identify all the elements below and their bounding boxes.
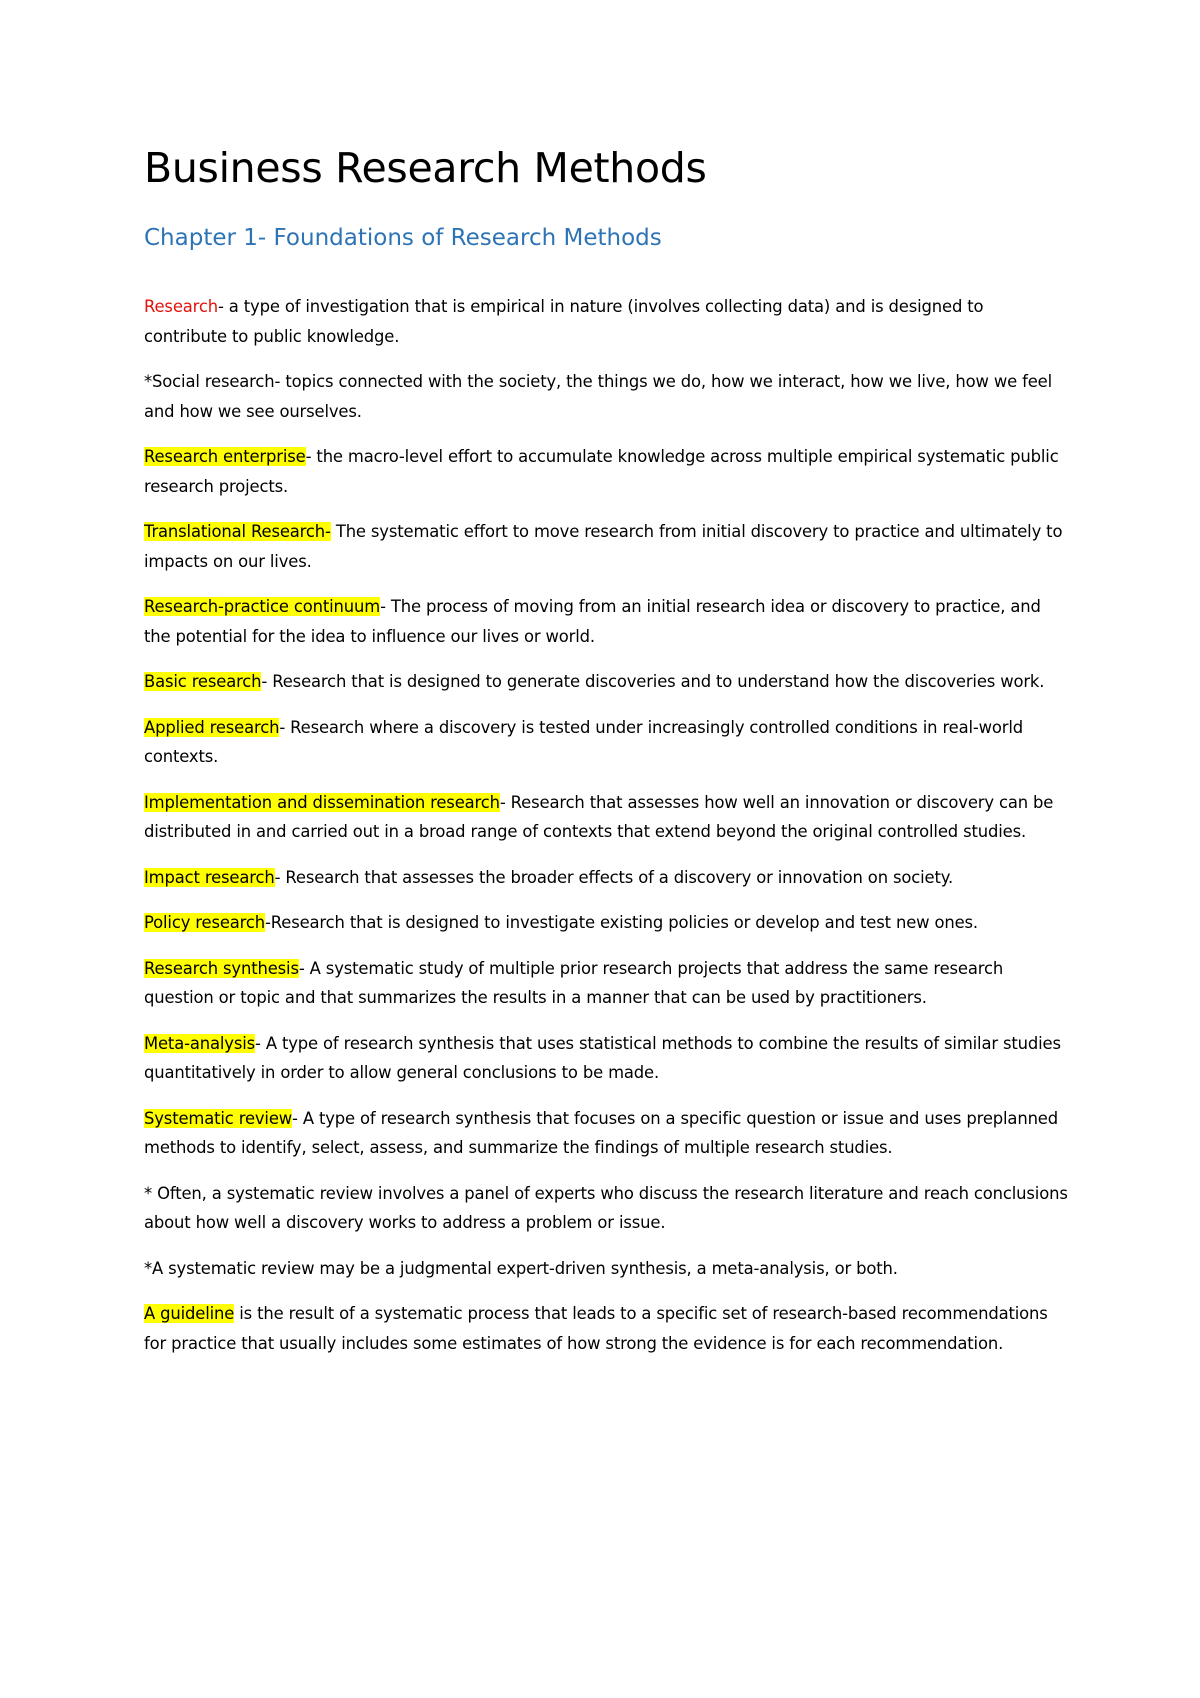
note-paragraph (144, 1179, 1070, 1238)
definition-paragraph (144, 1299, 1070, 1358)
highlighted-term: Meta-analysis (144, 1033, 256, 1053)
term: Research (144, 297, 218, 316)
definition-text: -Research that is designed to investigate existing policies or develop and test new ones. (265, 913, 978, 932)
definition-text: - Research where a discovery is tested under increasingly controlled conditions in real-world contexts. (144, 717, 1024, 766)
highlighted-term: Translational Research- (144, 522, 331, 541)
definition-paragraph (144, 863, 1070, 893)
highlighted-term: A guideline (144, 1304, 235, 1323)
definition-paragraph (144, 713, 1070, 772)
definition-paragraph (144, 954, 1070, 1013)
highlighted-term: Impact research (144, 867, 275, 887)
definition-paragraph (144, 1104, 1070, 1163)
definition-text: is the result of a systematic process that leads to a specific set of research-based recommendations for practice that usually includes some estimates of how strong the evidence is for each recommendation. (144, 1304, 1048, 1353)
page-title: Business Research Methods (144, 144, 707, 192)
note-paragraph (144, 1254, 1070, 1284)
highlighted-term: Systematic review (144, 1108, 293, 1128)
definition-paragraph (144, 908, 1070, 938)
definition-text: - The process of moving from an initial research idea or discovery to practice, and the potential for the idea to influence our lives or world. (144, 597, 1041, 646)
definition-paragraph (144, 1029, 1070, 1088)
definition-text: - A type of research synthesis that focuses on a specific question or issue and uses preplanned methods to identify, select, assess, and summarize the findings of multiple research studies. (144, 1108, 1058, 1157)
definition-text: The systematic effort to move research from initial discovery to practice and ultimately to impacts on our lives. (144, 522, 1063, 571)
definition-text: - A systematic study of multiple prior research projects that address the same research question or topic and that summarizes the results in a manner that can be used by practitioners. (144, 958, 1004, 1007)
note-text: *A systematic review may be a judgmental expert-driven synthesis, a meta-analysis, or both. (144, 1258, 898, 1278)
document-body (144, 292, 1070, 1358)
highlighted-term: Policy research (144, 913, 266, 932)
note-text: * Often, a systematic review involves a panel of experts who discuss the research literature and reach conclusions about how well a discovery works to address a problem or issue. (144, 1183, 1068, 1232)
note-text: *Social research- topics connected with the society, the things we do, how we interact, how we live, how we feel and how we see ourselves. (144, 372, 1052, 421)
chapter-heading: Chapter 1- Foundations of Research Methods (144, 225, 662, 251)
definition-paragraph (144, 292, 1070, 351)
note-paragraph (144, 367, 1070, 426)
highlighted-term: Research synthesis (144, 958, 299, 978)
definition-text: - the macro-level effort to accumulate knowledge across multiple empirical systematic public research projects. (144, 447, 1059, 496)
definition-text: - Research that assesses the broader effects of a discovery or innovation on society. (274, 867, 954, 887)
definition-paragraph (144, 442, 1070, 501)
definition-text: - A type of research synthesis that uses statistical methods to combine the results of similar studies quantitatively in order to allow general conclusions to be made. (144, 1033, 1061, 1082)
highlighted-term: Basic research (144, 672, 262, 691)
definition-paragraph (144, 592, 1070, 651)
definition-text: - Research that assesses how well an innovation or discovery can be distributed in and carried out in a broad range of contexts that extend beyond the original controlled studies. (144, 792, 1054, 841)
highlighted-term: Implementation and dissemination research (144, 792, 500, 812)
definition-paragraph (144, 788, 1070, 847)
highlighted-term: Research-practice continuum (144, 597, 381, 616)
definition-text: - a type of investigation that is empirical in nature (involves collecting data) and is designed to contribute to public knowledge. (144, 297, 984, 346)
highlighted-term: Applied research (144, 717, 280, 737)
definition-paragraph (144, 517, 1070, 576)
highlighted-term: Research enterprise (144, 447, 306, 466)
definition-text: - Research that is designed to generate discoveries and to understand how the discoveries work. (261, 672, 1045, 691)
definition-paragraph (144, 667, 1070, 697)
